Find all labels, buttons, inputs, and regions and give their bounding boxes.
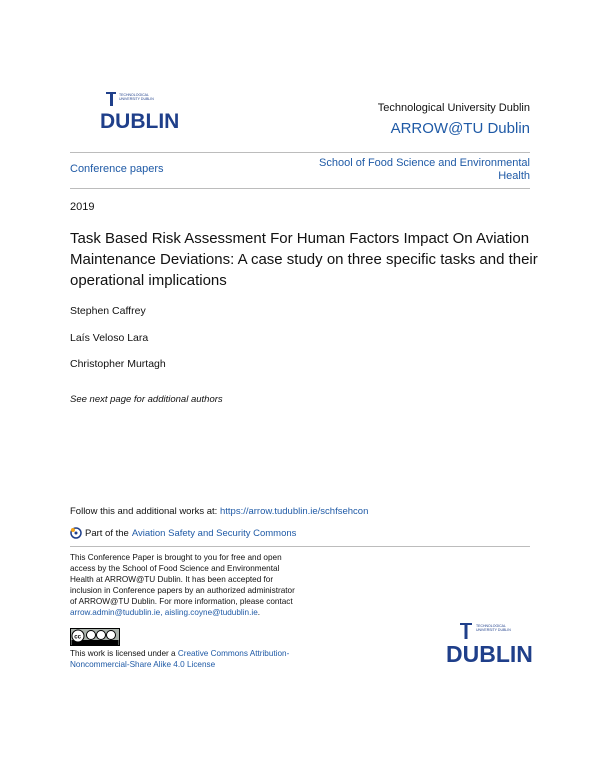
collection-type-link[interactable]: Conference papers [70,163,164,175]
contact-email-link[interactable]: arrow.admin@tudublin.ie, aisling.coyne@tudublin.ie [70,608,258,617]
divider-top [70,152,530,153]
svg-text:TECHNOLOGICAL: TECHNOLOGICAL [476,624,506,628]
follow-url-link[interactable]: https://arrow.tudublin.ie/schfsehcon [219,506,369,517]
repository-link[interactable]: ARROW@TU Dublin [390,120,530,137]
cc-license-badge[interactable] [70,628,120,646]
network-icon [70,527,82,539]
tu-dublin-logo-bottom [440,620,533,670]
access-text: This Conference Paper is brought to you for free and open access by the School of Food Science and Environmental Health at ARROW@TU Dublin. It has been accepted for inclusion in Conference papers by an authorized administrator of ARROW@TU Dublin. For more information, please contact [70,553,295,606]
divider-mid [70,188,530,189]
part-of-prefix: Part of the [85,527,129,539]
svg-text:DUBLIN: DUBLIN [446,641,533,667]
follow-prefix: Follow this and additional works at: [70,506,220,517]
author-3: Christopher Murtagh [70,358,166,370]
logo-graphic-bottom [440,620,533,670]
tu-dublin-logo[interactable] [80,90,180,138]
svg-text:TECHNOLOGICAL: TECHNOLOGICAL [119,93,149,97]
svg-text:cc: cc [74,634,81,641]
license-statement [70,648,300,670]
license-prefix: This work is licensed under a [70,649,178,658]
follow-line [70,506,368,517]
part-of-line [70,527,296,539]
svg-text:UNIVERSITY DUBLIN: UNIVERSITY DUBLIN [476,628,511,632]
discipline-link[interactable]: Aviation Safety and Security Commons [131,527,297,539]
license-link[interactable]: Creative Commons Attribution-Noncommercial-Share Alike 4.0 License [70,649,290,669]
see-next-note: See next page for additional authors [70,394,223,405]
school-link[interactable]: School of Food Science and Environmental Health [319,157,530,182]
paper-title: Task Based Risk Assessment For Human Factors Impact On Aviation Maintenance Deviations: A case study on three specific tasks and their operational implications [70,230,538,289]
logo-word: DUBLIN [100,110,180,133]
svg-text:UNIVERSITY DUBLIN: UNIVERSITY DUBLIN [119,97,154,101]
access-end: . [257,608,261,617]
divider-bottom [70,546,530,547]
logo-graphic [80,90,180,138]
author-1: Stephen Caffrey [70,305,146,317]
institution-name: Technological University Dublin [377,102,530,114]
access-statement [70,552,300,618]
publication-year: 2019 [70,201,95,213]
cc-by-nc-sa-icon [70,628,120,646]
author-2: Laís Veloso Lara [70,332,149,344]
